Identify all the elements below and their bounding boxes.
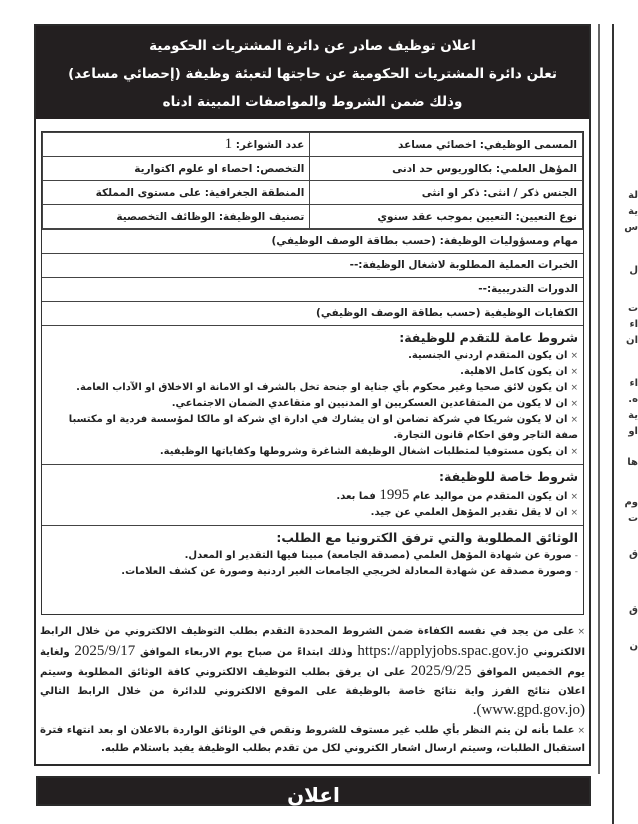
- disclaimer-note: [40, 722, 585, 759]
- adjacent-text-fragment: او: [628, 426, 638, 437]
- table-row: [43, 181, 583, 205]
- next-announcement-banner: [36, 776, 591, 806]
- note-text: علما بأنه لن يتم النظر بأي طلب غير مستوف للشروط ونقص في الوثائق الواردة بالاعلان او بعد انتهاء فترة استقبال الطلبات، وسيتم ارسال اشعار الكتروني لكل من تقدم بطلب الوظيفة يفيد باستلام طلبه.: [40, 724, 585, 754]
- end-date: 2025/9/25: [410, 663, 472, 679]
- field-value: على مستوى المملكة: [95, 186, 202, 199]
- region-cell: [43, 181, 310, 205]
- specialization-cell: [43, 157, 310, 181]
- note-text: على ان يرفق بطلب التوظيف الالكتروني كافة الوثائق المطلوبة وسيتم اعلان نتائج الفرز واية نتائج خاصة بالوظيفة على الموقع الالكتروني للدائرة من خلال الرابط التالي: [40, 667, 585, 697]
- gender-cell: [310, 181, 583, 205]
- section-title: شروط عامة للتقدم للوظيفة:: [399, 330, 578, 345]
- job-details-box: [41, 131, 584, 615]
- table-row: [43, 205, 583, 229]
- list-item: [47, 505, 578, 521]
- list-item: [47, 548, 578, 564]
- general-conditions-section: [42, 325, 583, 464]
- adjacent-text-fragment: لة: [628, 190, 638, 201]
- note-text: ولغاية يوم الخميس الموافق: [40, 646, 585, 678]
- bullet-x-icon: ×: [570, 383, 578, 393]
- list-item-text: ان لا يكون شريكا في شركة تضامن او ان يشارك في ادارة اي شركة او مالكا لمؤسسة فردية او مكتسبا صفة التاجر وفق احكام قانون التجارة.: [68, 414, 578, 441]
- start-date: 2025/9/17: [74, 642, 136, 659]
- website-link[interactable]: (www.gpd.gov.jo).: [472, 702, 585, 718]
- adjacent-text-fragment: ان: [626, 335, 638, 346]
- responsibilities-row: مهام ومسؤوليات الوظيفة: (حسب بطاقة الوصف الوظيفي): [42, 229, 583, 253]
- training-row: الدورات التدريبية:--: [42, 277, 583, 301]
- list-item: [47, 412, 578, 444]
- field-value: 1: [224, 136, 233, 152]
- adjacent-text-fragment: ية: [628, 206, 638, 217]
- birth-year: 1995: [379, 487, 410, 503]
- list-item-text: ان يكون المتقدم اردني الجنسية.: [408, 350, 568, 361]
- adjacent-text-fragment: ق: [629, 605, 638, 616]
- field-label: نوع التعيين:: [512, 210, 577, 223]
- bullet-dash-icon: -: [574, 551, 578, 561]
- list-item-text: ان يكون المتقدم من مواليد عام: [409, 491, 568, 502]
- adjacent-text-fragment: ية: [628, 410, 638, 421]
- list-item-text: صورة عن شهادة المؤهل العلمي (مصدقة الجامعة) مبينا فيها التقدير او المعدل.: [184, 550, 572, 561]
- banner-subtitle-2: وذلك ضمن الشروط والمواصفات المبينة ادناه: [162, 94, 463, 110]
- job-title-cell: [310, 133, 583, 157]
- list-item: [47, 364, 578, 380]
- note-text: على من يجد في نفسه الكفاءة ضمن الشروط المحددة التقدم بطلب التوظيف الالكتروني من خلال الرابط الالكتروني: [40, 626, 585, 658]
- field-value: بكالوريوس حد ادنى: [392, 162, 493, 175]
- adjacent-text-fragment: وم: [624, 497, 638, 508]
- list-item-text: ان يكون كامل الاهلية.: [460, 366, 568, 377]
- bullet-x-icon: ×: [570, 447, 578, 457]
- list-item-text: ان لا يقل تقدير المؤهل العلمي عن جيد.: [370, 507, 568, 518]
- list-item: [47, 380, 578, 396]
- bullet-x-icon: ×: [577, 627, 585, 637]
- adjacent-text-fragment: ه.: [628, 394, 638, 405]
- field-value: ذكر او انثى: [421, 186, 480, 199]
- adjacent-text-fragment: اء: [629, 319, 638, 330]
- banner-title: اعلان توظيف صادر عن دائرة المشتريات الحكومية: [149, 38, 476, 54]
- field-label: التخصص:: [252, 162, 305, 175]
- job-classification-cell: [43, 205, 310, 229]
- field-label: المسمى الوظيفي:: [476, 138, 577, 151]
- list-item-text: ان يكون مستوفيا لمتطلبات اشغال الوظيفة الشاغرة وشروطها وكفاياتها الوظيفية.: [159, 446, 568, 457]
- table-row: [43, 133, 583, 157]
- list-item: [47, 348, 578, 364]
- experience-row: الخبرات العملية المطلوبة لاشغال الوظيفة:--: [42, 253, 583, 277]
- competencies-row: الكفايات الوظيفية (حسب بطاقة الوصف الوظيفي): [42, 301, 583, 325]
- adjacent-column-fragment: [612, 24, 638, 824]
- job-announcement: [34, 24, 591, 766]
- bullet-x-icon: ×: [577, 725, 585, 736]
- list-item-text: ان لا يكون من المتقاعدين العسكريين او المدنيين او متقاعدي الضمان الاجتماعي.: [171, 398, 568, 409]
- special-conditions-section: [42, 464, 583, 525]
- list-item: [47, 396, 578, 412]
- vacancies-cell: [43, 133, 310, 157]
- required-documents-section: [42, 525, 583, 584]
- list-item-text: ان يكون لائق صحيا وغير محكوم بأي جناية او جنحة تخل بالشرف او الامانة او الاخلاق او الآداب العامة.: [76, 382, 568, 393]
- bullet-x-icon: ×: [570, 399, 578, 409]
- next-announcement-title: اعلان: [287, 783, 340, 807]
- field-label: عدد الشواغر:: [232, 139, 305, 151]
- bullet-x-icon: ×: [570, 492, 578, 502]
- adjacent-text-fragment: س: [624, 222, 638, 233]
- field-value: الوظائف التخصصية: [116, 210, 216, 223]
- field-label: المنطقة الجغرافية:: [201, 186, 305, 199]
- table-row: [43, 157, 583, 181]
- field-label: المؤهل العلمي:: [492, 162, 577, 175]
- field-value: التعيين بموجب عقد سنوي: [377, 210, 513, 223]
- section-title: شروط خاصة للوظيفة:: [439, 469, 578, 484]
- list-item: [47, 444, 578, 460]
- field-value: احصاء او علوم اكتوارية: [134, 162, 253, 175]
- qualification-cell: [310, 157, 583, 181]
- bullet-dash-icon: -: [574, 567, 578, 577]
- field-label: تصنيف الوظيفة:: [215, 210, 305, 223]
- column-rule: [598, 24, 600, 774]
- bullet-x-icon: ×: [570, 415, 578, 425]
- field-value: اخصائي مساعد: [398, 138, 477, 151]
- adjacent-text-fragment: ها: [627, 457, 638, 468]
- list-item-text: وصورة مصدقة عن شهادة المعادلة لخريجي الجامعات الغير اردنية وصورة عن كشف العلامات.: [121, 566, 572, 577]
- bullet-x-icon: ×: [570, 508, 578, 518]
- adjacent-text-fragment: اء: [629, 378, 638, 389]
- bullet-x-icon: ×: [570, 351, 578, 361]
- field-label: الجنس ذكر / انثى:: [479, 186, 577, 199]
- list-item-text: فما بعد.: [336, 491, 380, 502]
- bullet-x-icon: ×: [570, 367, 578, 377]
- note-text: وذلك ابتداءً من صباح يوم الاربعاء الموافق: [135, 646, 358, 658]
- adjacent-text-fragment: ن: [629, 641, 638, 652]
- adjacent-text-fragment: ت: [627, 303, 638, 314]
- adjacent-text-fragment: ق: [629, 549, 638, 560]
- appointment-type-cell: [310, 205, 583, 229]
- adjacent-text-fragment: ت: [627, 513, 638, 524]
- list-item: [47, 487, 578, 505]
- announcement-banner: [36, 26, 589, 119]
- section-title: الوثائق المطلوبة والتي ترفق الكترونيا مع الطلب:: [276, 530, 578, 545]
- adjacent-text-fragment: ل: [629, 265, 638, 276]
- list-item: [47, 564, 578, 580]
- apply-link[interactable]: https://applyjobs.spac.gov.jo: [357, 642, 529, 659]
- application-notes: [40, 623, 585, 759]
- application-instructions: [40, 623, 585, 722]
- job-info-table: [42, 132, 583, 229]
- banner-subtitle: تعلن دائرة المشتريات الحكومية عن حاجتها لتعبئة وظيفة (إحصائي مساعد): [68, 66, 557, 82]
